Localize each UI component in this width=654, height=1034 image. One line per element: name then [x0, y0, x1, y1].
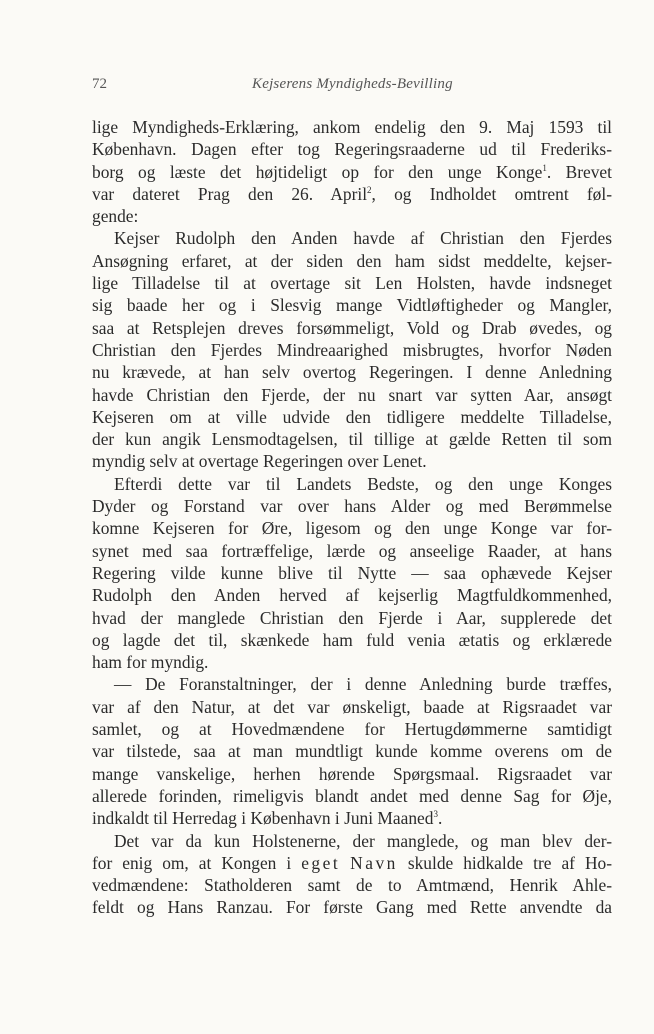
text-segment: , og Indholdet omtrent føl- [371, 183, 612, 204]
text-line: København. Dagen efter tog Regeringsraaderne ud til Frederiks- [92, 139, 612, 160]
text-line [92, 807, 612, 829]
running-head [92, 76, 612, 98]
text-line: var tilstede, saa at man mundtligt kunde komme overens om de [92, 741, 612, 762]
text-line: feldt og Hans Ranzau. For første Gang med Rette anvendte da [92, 897, 612, 918]
text-segment: indkaldt til Herredag i København i Juni Maaned [92, 808, 434, 829]
text-segment: borg og læste det højtideligt op for den unge Konge [92, 161, 543, 182]
body-text [92, 116, 612, 919]
text-line: samlet, og at Hovedmændene for Hertugdømmerne samtidigt [92, 719, 612, 740]
text-line: Kejseren om at ville udvide den tidligere meddelte Tilladelse, [92, 406, 612, 427]
text-line: nu krævede, at han selv overtog Regeringen. I denne Anledning [92, 362, 612, 383]
text-segment: var dateret Prag den 26. April [92, 183, 368, 204]
text-line: der kun angik Lensmodtagelsen, til tillige at gælde Retten til som [92, 429, 612, 450]
text-line: og lagde det til, skænkede ham fuld venia ætatis og erklærede [92, 629, 612, 650]
text-line: var af den Natur, at det var ønskeligt, baade at Rigsraadet var [92, 696, 612, 717]
spaced-emphasis: eget [301, 852, 341, 873]
text-line: — De Foranstaltninger, der i denne Anledning burde træffes, [114, 674, 612, 695]
text-line: allerede forinden, rimeligvis blandt andet med denne Sag for Øje, [92, 785, 612, 806]
text-line: Ansøgning erfaret, at der siden den ham sidst meddelte, kejser- [92, 250, 612, 271]
text-line: havde Christian den Fjerde, der nu snart var sytten Aar, ansøgt [92, 384, 612, 405]
text-line: synet med saa fortræffelige, lærde og anseelige Raader, at hans [92, 540, 612, 561]
text-segment [340, 853, 350, 873]
text-line [92, 183, 612, 205]
text-line: saa at Retsplejen dreves forsømmeligt, Vold og Drab øvedes, og [92, 317, 612, 338]
text-line: vedmændene: Statholderen samt de to Amtmænd, Henrik Ahle- [92, 875, 612, 896]
text-line: Det var da kun Holstenerne, der manglede, og man blev der- [114, 830, 612, 851]
text-line: komne Kejseren for Øre, ligesom og den unge Konge var for- [92, 518, 612, 539]
spaced-emphasis: Navn [350, 852, 398, 873]
text-line [92, 852, 612, 874]
text-line: hvad der manglede Christian den Fjerde i Aar, supplerede det [92, 607, 612, 628]
text-line: lige Myndigheds-Erklæring, ankom endelig den 9. Maj 1593 til [92, 117, 612, 137]
text-line: gende: [92, 206, 139, 227]
page-number: 72 [92, 76, 107, 92]
text-line: myndig selv at overtage Regeringen over Lenet. [92, 451, 427, 472]
text-segment: . [437, 808, 443, 829]
text-line: lige Tilladelse til at overtage sit Len Holsten, havde indsneget [92, 273, 612, 294]
text-line [92, 161, 612, 183]
text-line: sig baade her og i Slesvig mange Vidtløftigheder og Mangler, [92, 295, 612, 316]
text-line: ham for myndig. [92, 652, 209, 673]
text-segment: for enig om, at Kongen i [92, 852, 302, 873]
text-line: Regering vilde kunne blive til Nytte — saa ophævede Kejser [92, 562, 612, 583]
footnote-marker: 2 [367, 185, 372, 196]
text-line: Rudolph den Anden herved af kejserlig Magtfuldkommenhed, [92, 585, 612, 606]
text-segment: skulde hidkalde tre af Ho- [397, 852, 612, 873]
running-title: Kejserens Myndigheds-Bevilling [252, 76, 453, 92]
text-line: Dyder og Forstand var over hans Alder og med Berømmelse [92, 496, 612, 517]
footnote-marker: 1 [542, 162, 547, 173]
text-segment: . Brevet [546, 161, 612, 182]
footnote-marker: 3 [433, 809, 438, 820]
text-line: Christian den Fjerdes Mindreaarighed misbrugtes, hvorfor Nøden [92, 339, 612, 360]
text-line: Efterdi dette var til Landets Bedste, og den unge Konges [114, 473, 612, 494]
text-line: mange vanskelige, herhen hørende Spørgsmaal. Rigsraadet var [92, 763, 612, 784]
text-line: Kejser Rudolph den Anden havde af Christian den Fjerdes [114, 228, 612, 249]
